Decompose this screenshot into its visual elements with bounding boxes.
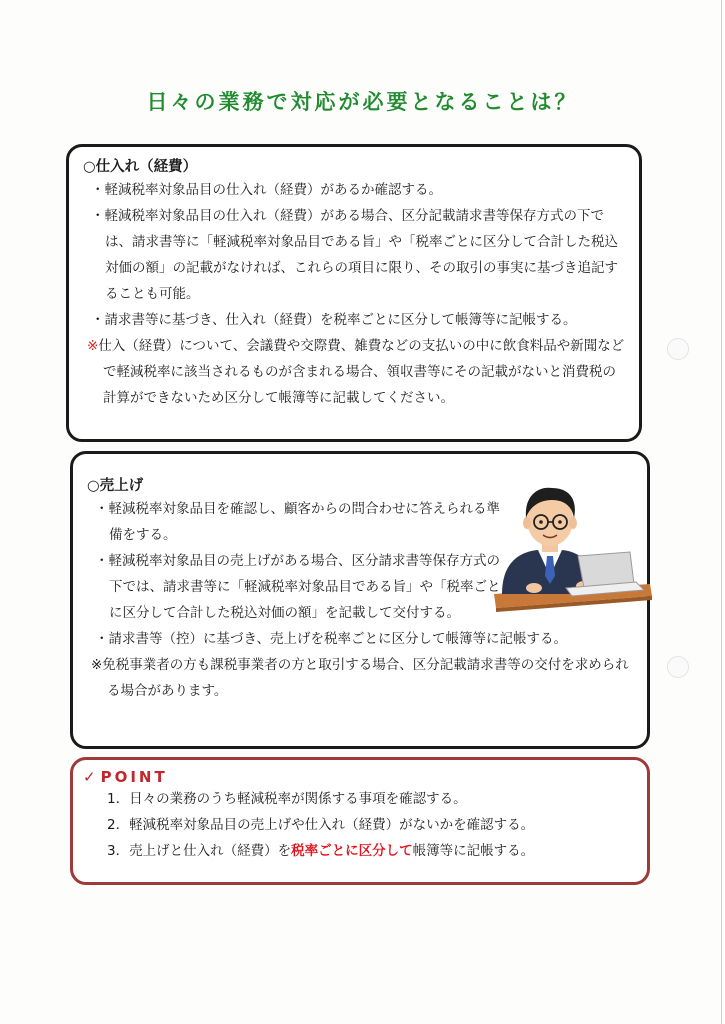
purchase-heading: ○仕入れ（経費） (83, 159, 198, 175)
point-item-1: 1．日々の業務のうち軽減税率が関係する事項を確認する。 (107, 791, 467, 807)
purchase-bullet-3: ・請求書等に基づき、仕入れ（経費）を税率ごとに区分して帳簿等に記帳する。 (91, 312, 577, 328)
sales-bullet-1: ・軽減税率対象品目を確認し、顧客からの問合わせに答えられる準備をする。 (95, 501, 500, 543)
page-edge (721, 0, 722, 1024)
sales-bullet-2: ・軽減税率対象品目の売上げがある場合、区分請求書等保存方式の下では、請求書等に「軽減税率対象品目である旨」や「税率ごとに区分して合計した税込対価の額」を記載して交付する。 (95, 553, 501, 621)
sales-note: ※免税事業者の方も課税事業者の方と取引する場合、区分記載請求書等の交付を求められる場合があります。 (91, 657, 629, 699)
point-item-3-emphasis: 税率ごとに区分して (291, 843, 413, 859)
point-item-2: 2．軽減税率対象品目の売上げや仕入れ（経費）がないかを確認する。 (107, 817, 535, 833)
page-title: 日々の業務で対応が必要となることは？ (146, 90, 579, 114)
purchase-note (83, 333, 625, 411)
purchase-section (66, 144, 642, 442)
point-heading (83, 768, 631, 786)
sales-bullet-3: ・請求書等（控）に基づき、売上げを税率ごとに区分して帳簿等に記帳する。 (95, 631, 567, 647)
sales-heading: ○売上げ (87, 478, 144, 494)
point-item-3-suffix: 帳簿等に記帳する。 (412, 843, 535, 859)
purchase-note-text: 仕入（経費）について、会議費や交際費、雑費などの支払いの中に飲食料品や新聞などで軽減税率に該当されるものが含まれる場合、領収書等にその記載がないと消費税の計算ができないため区分して帳簿等に記載してください。 (98, 338, 625, 406)
purchase-bullet-2: ・軽減税率対象品目の仕入れ（経費）がある場合、区分記載請求書等保存方式の下では、請求書等に「軽減税率対象品目である旨」や「税率ごとに区分して合計した税込対価の額」の記載がなければ、これらの項目に限り、その取引の事実に基づき追記することも可能。 (91, 208, 618, 302)
punch-hole (667, 656, 689, 678)
businessman-illustration (480, 476, 655, 616)
purchase-bullet-1: ・軽減税率対象品目の仕入れ（経費）があるか確認する。 (91, 182, 442, 198)
note-mark: ※ (87, 338, 99, 354)
check-icon: ✓ (83, 768, 99, 786)
punch-hole (667, 338, 689, 360)
point-item-3-prefix: 3．売上げと仕入れ（経費）を (107, 843, 292, 859)
point-title-text: POINT (100, 768, 168, 786)
point-item-3 (87, 838, 631, 864)
point-section (70, 757, 650, 885)
